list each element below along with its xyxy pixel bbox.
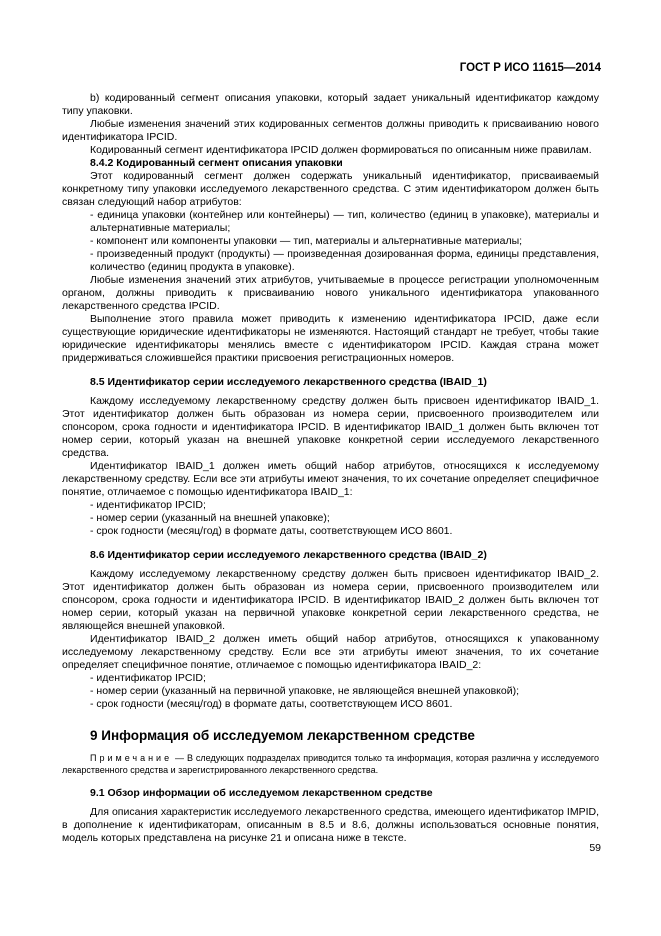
- list-item: - идентификатор IPCID;: [90, 499, 206, 511]
- paragraph: Любые изменения значений этих кодированных сегментов должны приводить к присваиванию нового идентификатора IPCID.: [62, 118, 599, 143]
- list-item: - номер серии (указанный на первичной упаковке, не являющейся внешней упаковкой);: [90, 685, 520, 697]
- paragraph: Кодированный сегмент идентификатора IPCID должен формироваться по описанным ниже правилам.: [90, 144, 592, 156]
- list-item: - компонент или компоненты упаковки — тип, материалы и альтернативные материалы;: [90, 235, 523, 247]
- section-heading-8-5: 8.5 Идентификатор серии исследуемого лекарственного средства (IBAID_1): [90, 376, 487, 388]
- paragraph: Любые изменения значений этих атрибутов, учитываемые в процессе регистрации уполномоченным органом, должны приводить к присваиванию нового уникального идентификатора упакованного лекарственного средства IPCID.: [62, 274, 599, 312]
- paragraph: Каждому исследуемому лекарственному средству должен быть присвоен идентификатор IBAID_2. Этот идентификатор должен быть образован из номера серии, присвоенного производителем или спонсором, срока годности и идентификатора IPCID. В идентификатор IBAID_2 должен быть включен тот номер серии, который указан на первичной упаковке конкретной серии лекарственного средства, не являющейся внешней упаковкой.: [62, 568, 599, 632]
- page-number: 59: [589, 842, 601, 854]
- paragraph: Каждому исследуемому лекарственному средству должен быть присвоен идентификатор IBAID_1. Этот идентификатор должен быть образован из номера серии, присвоенного производителем или спонсором, срока годности и идентификатора IPCID. В идентификатор IBAID_1 должен быть включен тот номер серии, который указан на внешней упаковке конкретной серии исследуемого лекарственного средства.: [62, 395, 599, 459]
- chapter-heading-9: 9 Информация об исследуемом лекарственном средстве: [90, 728, 475, 743]
- paragraph: Этот кодированный сегмент должен содержать уникальный идентификатор, присваиваемый конкретному типу упаковки исследуемого лекарственного средства. С этим идентификатором должен быть связан следующий набор атрибутов:: [62, 170, 599, 208]
- list-item: - номер серии (указанный на внешней упаковке);: [90, 512, 330, 524]
- paragraph: Выполнение этого правила может приводить к изменению идентификатора IPCID, даже если существующие юридические идентификаторы не изменяются. Настоящий стандарт не требует, чтобы такие юридические идентификаторы менялись вместе с идентификатором IPCID. Каждая страна может придерживаться сложившейся практики присвоения регистрационных номеров.: [62, 313, 599, 364]
- note-text: — В следующих подразделах приводится только та информация, которая различна у исследуемого лекарственного средства и зарегистрированного лекарственного средства.: [62, 753, 599, 775]
- list-item: - срок годности (месяц/год) в формате даты, соответствующем ИСО 8601.: [90, 698, 453, 710]
- paragraph: Идентификатор IBAID_1 должен иметь общий набор атрибутов, относящихся к исследуемому лекарственному средству. Если все эти атрибуты имеют значения, то их сочетание определяет специфичное понятие, отличаемое с помощью идентификатора IBAID_1:: [62, 460, 599, 498]
- note-label: Примечание: [90, 753, 173, 763]
- list-item: - единица упаковки (контейнер или контейнеры) — тип, количество (единиц в упаковке), материалы и альтернативные материалы;: [90, 209, 599, 234]
- section-heading-9-1: 9.1 Обзор информации об исследуемом лекарственном средстве: [90, 787, 433, 799]
- document-code: ГОСТ Р ИСО 11615—2014: [459, 62, 601, 74]
- subsection-heading-8-4-2: 8.4.2 Кодированный сегмент описания упаковки: [90, 157, 343, 169]
- paragraph: Для описания характеристик исследуемого лекарственного средства, имеющего идентификатор IMPID, в дополнение к идентификаторам, описанным в 8.5 и 8.6, должны использоваться основные понятия, модель которых представлена на рисунке 21 и описана ниже в тексте.: [62, 806, 599, 844]
- page-content: [62, 92, 599, 845]
- list-item: - произведенный продукт (продукты) — произведенная дозированная форма, единицы представления, количество (единиц продукта в упаковке).: [90, 248, 599, 273]
- paragraph: b) кодированный сегмент описания упаковки, который задает уникальный идентификатор каждому типу упаковки.: [62, 92, 599, 117]
- note: [62, 752, 599, 776]
- list-item: - идентификатор IPCID;: [90, 672, 206, 684]
- paragraph: Идентификатор IBAID_2 должен иметь общий набор атрибутов, относящихся к упакованному исследуемому лекарственному средству. Если все эти атрибуты имеют значения, то их сочетание определяет специфичное понятие, отличаемое с помощью идентификатора IBAID_2:: [62, 633, 599, 671]
- list-item: - срок годности (месяц/год) в формате даты, соответствующем ИСО 8601.: [90, 525, 453, 537]
- section-heading-8-6: 8.6 Идентификатор серии исследуемого лекарственного средства (IBAID_2): [90, 549, 487, 561]
